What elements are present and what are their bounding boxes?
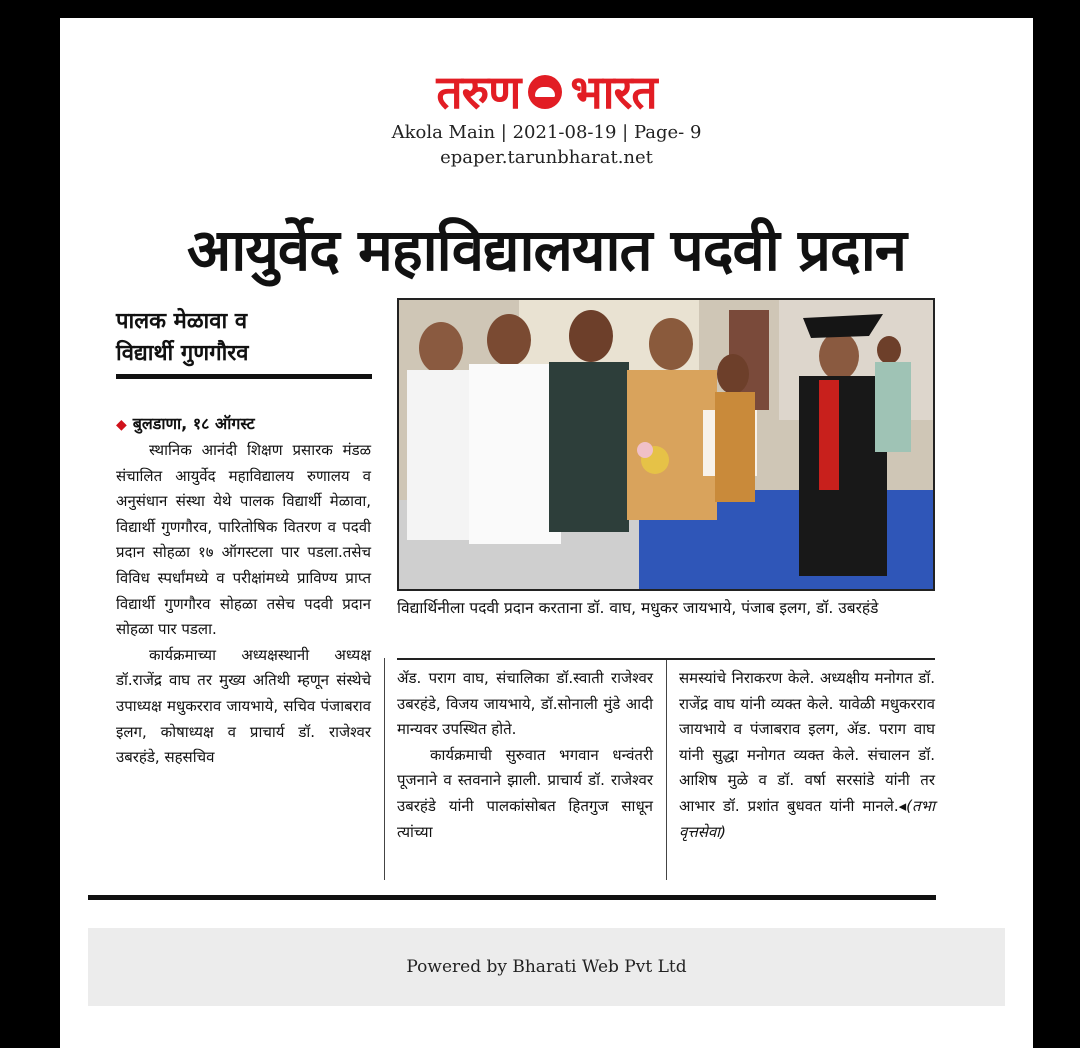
article-column-3 <box>679 666 935 845</box>
newspaper-logo <box>436 66 656 118</box>
article-headline: आयुर्वेद महाविद्यालयात पदवी प्रदान <box>187 216 906 284</box>
subhead-divider <box>116 374 372 379</box>
logo-text-right: भारत <box>570 65 657 119</box>
diamond-bullet-icon: ◆ <box>116 417 127 433</box>
edition-date: 2021-08-19 <box>512 122 617 143</box>
site-url[interactable]: epaper.tarunbharat.net <box>440 147 653 168</box>
paragraph: कार्यक्रमाची सुरुवात भगवान धन्वंतरी पूजनाने व स्तवनाने झाली. प्राचार्य डॉ. राजेश्वर उबरहंडे यांनी पालकांसोबत हितगुज साधून त्यांच्या <box>397 745 653 841</box>
photo-caption: विद्यार्थिनीला पदवी प्रदान करताना डॉ. वाघ, मधुकर जायभाये, पंजाब इलग, डॉ. उबरहंडे <box>397 599 879 617</box>
ceremony-photo <box>397 298 935 591</box>
paragraph: ॲड. पराग वाघ, संचालिका डॉ.स्वाती राजेश्वर उबरहंडे, विजय जायभाये, डॉ.सोनाली मुंडे आदी मान्यवर उपस्थित होते. <box>397 669 653 739</box>
separator: | <box>500 122 507 143</box>
paragraph <box>679 666 935 845</box>
article-bottom-rule <box>88 895 936 900</box>
column-divider <box>666 658 667 880</box>
article-column-2 <box>397 666 653 845</box>
lamp-emblem-icon <box>528 75 562 109</box>
epaper-clipping <box>60 18 1033 1048</box>
page-number: Page- 9 <box>633 122 702 143</box>
dateline-text: बुलडाणा, १८ ऑगस्ट <box>132 414 255 433</box>
subhead-line: विद्यार्थी गुणगौरव <box>116 341 249 366</box>
article-column-1 <box>116 438 371 771</box>
paragraph: स्थानिक आनंदी शिक्षण प्रसारक मंडळ संचालित आयुर्वेद महाविद्यालय रुणालय व अनुसंधान संस्था येथे पालक विद्यार्थी मेळावा, विद्यार्थी गुणगौरव, पारितोषिक वितरण व पदवी प्रदान सोहळा १७ ऑगस्टला पार पडला.तसेच विविध स्पर्धांमध्ये व परीक्षांमध्ये प्राविण्य प्राप्त विद्यार्थी गुणगौरव सोहळा तसेच पदवी प्रदान सोहळा पार पडला. <box>116 441 371 639</box>
footer-credit[interactable]: Powered by Bharati Web Pvt Ltd <box>406 957 687 977</box>
ceremony-photo-illustration <box>399 300 933 589</box>
end-mark-icon: ◂ <box>898 796 907 815</box>
paragraph-text: समस्यांचे निराकरण केले. अध्यक्षीय मनोगत डॉ. राजेंद्र वाघ यांनी व्यक्त केले. यावेळी मधुकरराव जायभाये व पंजाबराव इलग, ॲड. पराग वाघ यांनी सुद्धा मनोगत व्यक्त केले. संचालन डॉ. आशिष मुळे व डॉ. वर्षा सरसांडे यांनी तर आभार डॉ. प्रशांत बुधवत यांनी मानले. <box>679 669 935 815</box>
edition-name: Akola Main <box>391 122 496 143</box>
column-divider <box>384 658 385 880</box>
logo-text-left: तरुण <box>436 65 521 119</box>
masthead <box>60 66 1033 170</box>
dateline <box>116 412 372 437</box>
subhead-line: पालक मेळावा व <box>116 309 248 334</box>
paragraph: कार्यक्रमाच्या अध्यक्षस्थानी अध्यक्ष डॉ.राजेंद्र वाघ तर मुख्य अतिथी म्हणून संस्थेचे उपाध्यक्ष मधुकरराव जायभाये, सचिव पंजाबराव इलग, कोषाध्यक्ष व प्राचार्य डॉ. राजेश्वर उबरहंडे, सहसचिव <box>116 645 371 767</box>
footer-bar <box>88 928 1005 1006</box>
caption-divider <box>397 658 935 660</box>
separator: | <box>622 122 629 143</box>
edition-info <box>60 120 1033 146</box>
news-credit: (तभा वृत्तसेवा) <box>679 796 935 841</box>
article-subhead <box>116 306 372 370</box>
